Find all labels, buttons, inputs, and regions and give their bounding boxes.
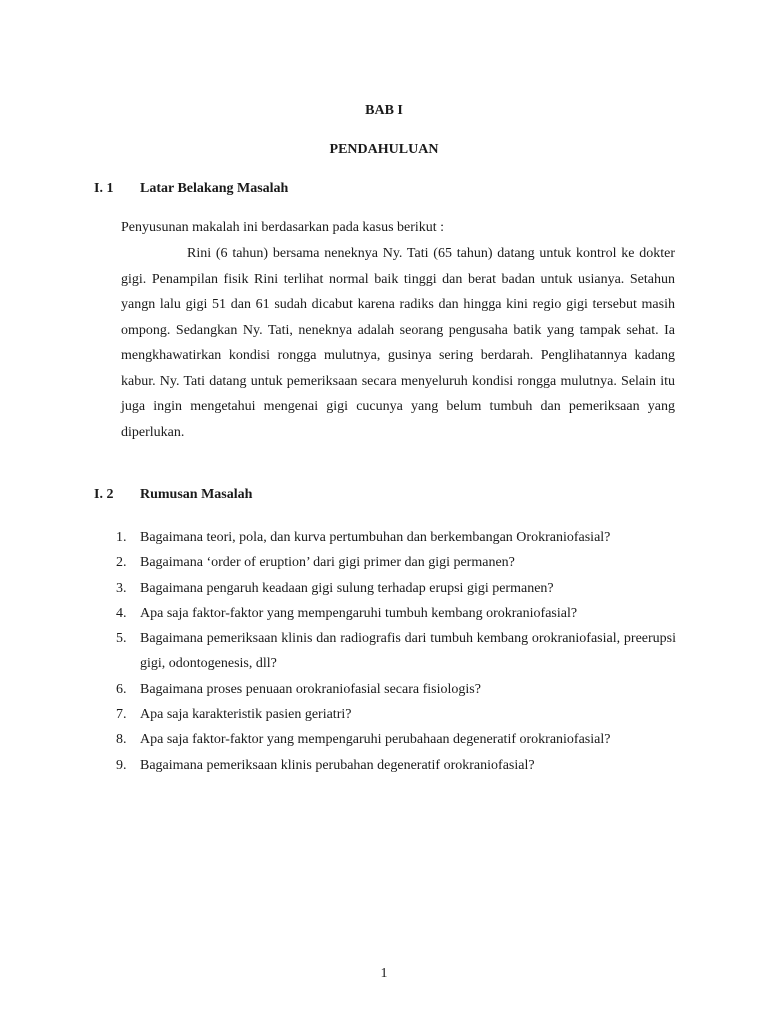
list-item-text: Bagaimana pemeriksaan klinis dan radiografis dari tumbuh kembang orokraniofasial, preerupsi gigi, odontogenesis, dll? xyxy=(140,631,676,672)
list-item xyxy=(116,550,676,575)
list-item-text: Bagaimana ‘order of eruption’ dari gigi primer dan gigi permanen? xyxy=(140,555,515,571)
list-item-number: 4. xyxy=(116,605,127,621)
section-title: Latar Belakang Masalah xyxy=(140,181,289,196)
list-item-number: 3. xyxy=(116,580,127,596)
list-item-text: Bagaimana proses penuaan orokraniofasial secara fisiologis? xyxy=(140,681,481,697)
case-paragraph: Rini (6 tahun) bersama neneknya Ny. Tati (65 tahun) datang untuk kontrol ke dokter gigi. Penampilan fisik Rini terlihat normal baik tinggi dan berat badan untuk usianya. Setahun yangn lalu gigi 51 dan 61 sudah dicabut karena radiks dan hingga kini regio gigi tersebut masih ompong. Sedangkan Ny. Tati, neneknya adalah seorang pengusaha batik yang tampak sehat. Ia mengkhawatirkan kondisi rongga mulutnya, gusinya sering berdarah. Penglihatannya kadang kabur. Ny. Tati datang untuk pemeriksaan secara menyeluruh kondisi rongga mulutnya. Selain itu juga ingin mengetahui mengenai gigi cucunya yang belum tumbuh dan pemeriksaan yang diperlukan. xyxy=(121,246,675,440)
list-item xyxy=(116,677,676,702)
list-item-text: Bagaimana teori, pola, dan kurva pertumbuhan dan berkembangan Orokraniofasial? xyxy=(140,530,611,545)
page-number: 1 xyxy=(380,966,388,981)
list-item-number: 1. xyxy=(116,530,127,545)
intro-sentence: Penyusunan makalah ini berdasarkan pada kasus berikut : xyxy=(121,220,445,235)
chapter-number: BAB I xyxy=(365,103,403,118)
list-item-text: Bagaimana pengaruh keadaan gigi sulung terhadap erupsi gigi permanen? xyxy=(140,580,554,596)
section-title: Rumusan Masalah xyxy=(140,487,253,502)
list-item xyxy=(116,727,676,752)
chapter-title: PENDAHULUAN xyxy=(329,142,439,157)
list-item xyxy=(116,753,676,778)
section-number: I. 2 xyxy=(94,487,114,502)
list-item-number: 7. xyxy=(116,707,127,723)
section-heading-1 xyxy=(94,181,288,197)
list-item xyxy=(116,525,676,550)
section-number: I. 1 xyxy=(94,181,114,196)
question-list xyxy=(116,525,676,778)
section-heading-2 xyxy=(94,487,252,503)
list-item-number: 8. xyxy=(116,732,127,748)
list-item-number: 5. xyxy=(116,631,127,647)
list-item-number: 2. xyxy=(116,555,127,571)
list-item-text: Apa saja faktor-faktor yang mempengaruhi perubahaan degeneratif orokraniofasial? xyxy=(140,732,611,748)
list-item-text: Apa saja faktor-faktor yang mempengaruhi tumbuh kembang orokraniofasial? xyxy=(140,605,578,621)
list-item xyxy=(116,702,676,727)
list-item-number: 9. xyxy=(116,757,127,773)
list-item xyxy=(116,576,676,601)
list-item-text: Bagaimana pemeriksaan klinis perubahan degeneratif orokraniofasial? xyxy=(140,757,535,773)
list-item xyxy=(116,601,676,626)
list-item-text: Apa saja karakteristik pasien geriatri? xyxy=(140,707,352,723)
list-item xyxy=(116,626,676,677)
list-item-number: 6. xyxy=(116,681,127,697)
